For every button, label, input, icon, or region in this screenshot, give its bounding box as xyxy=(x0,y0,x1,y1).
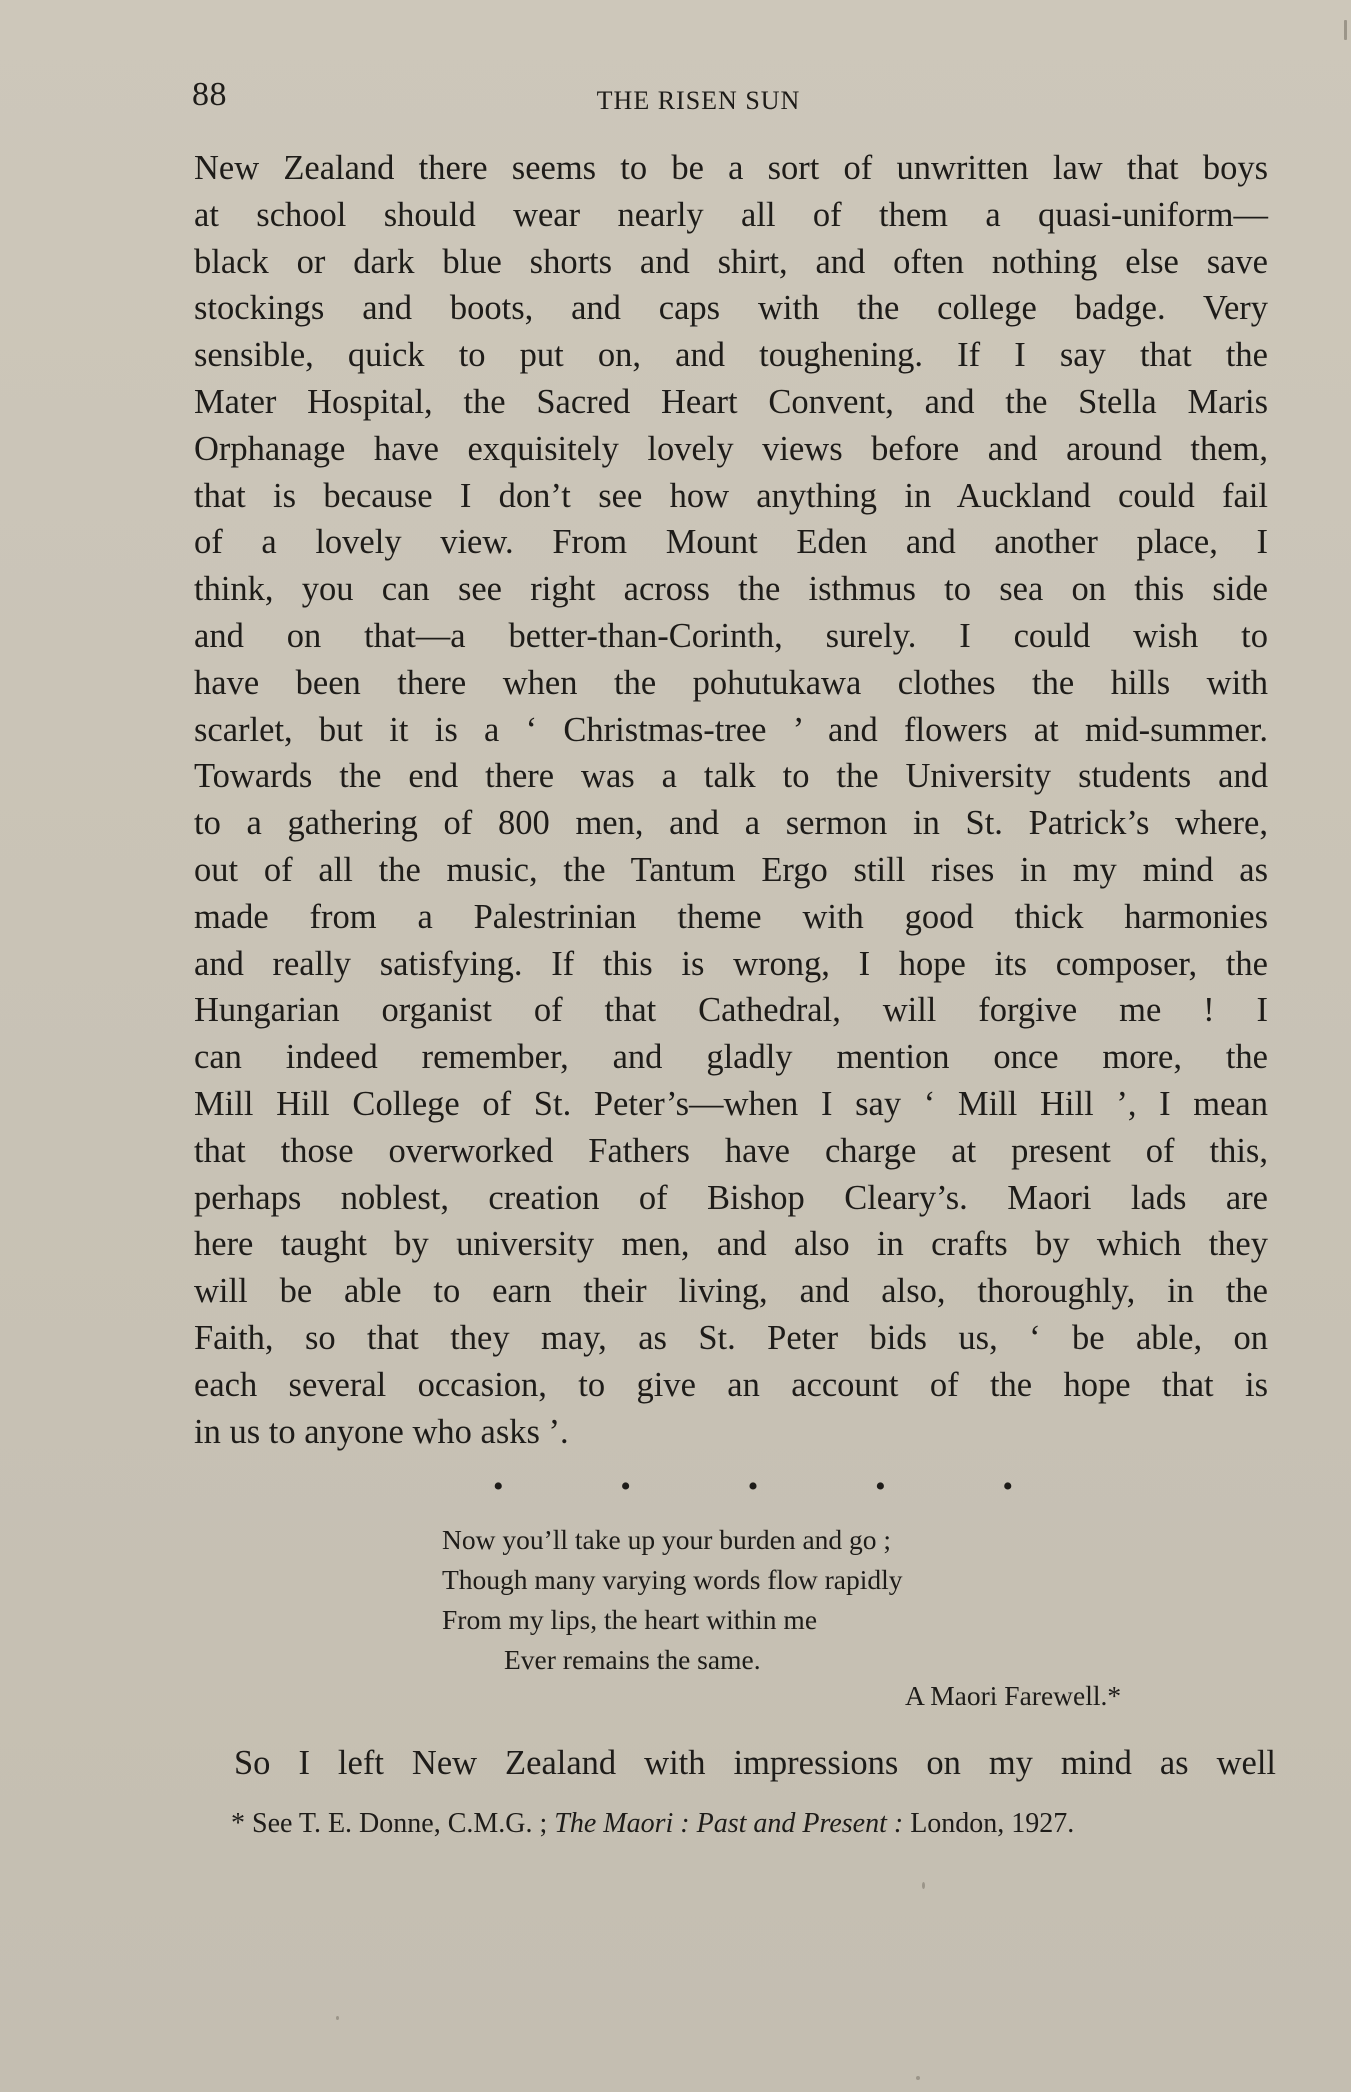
body-line: of a lovely view. From Mount Eden and another place, I xyxy=(194,523,1268,562)
footnote xyxy=(231,1808,1074,1840)
body-line: sensible, quick to put on, and toughening. If I say that the xyxy=(194,336,1268,375)
body-line: that is because I don’t see how anything in Auckland could fail xyxy=(194,476,1268,515)
verse-line: From my lips, the heart within me xyxy=(442,1604,818,1635)
page-number: 88 xyxy=(192,76,227,113)
body-line: Faith, so that they may, as St. Peter bids us, ‘ be able, on xyxy=(194,1318,1268,1357)
body-line: can indeed remember, and gladly mention once more, the xyxy=(194,1038,1268,1077)
separator-dot: • xyxy=(493,1470,504,1503)
body-line: each several occasion, to give an account of the hope that is xyxy=(194,1365,1268,1404)
footnote-prefix: * See T. E. Donne, C.M.G. ; xyxy=(231,1808,555,1839)
body-line: will be able to earn their living, and also, thoroughly, in the xyxy=(194,1272,1268,1311)
body-line: that those overworked Fathers have charge at present of this, xyxy=(194,1131,1268,1170)
body-line: scarlet, but it is a ‘ Christmas-tree ’ and flowers at mid-summer. xyxy=(194,710,1268,749)
section-break-dots xyxy=(493,1470,1013,1504)
body-line: black or dark blue shorts and shirt, and often nothing else save xyxy=(194,242,1268,281)
body-line: in us to anyone who asks ’. xyxy=(194,1412,569,1451)
paper-speck xyxy=(336,2016,339,2020)
body-paragraph xyxy=(194,145,1268,1455)
body-line: here taught by university men, and also in crafts by which they xyxy=(194,1225,1268,1264)
body-line: and really satisfying. If this is wrong, I hope its composer, the xyxy=(194,944,1268,983)
body-line: perhaps noblest, creation of Bishop Cleary’s. Maori lads are xyxy=(194,1178,1268,1217)
body-line: out of all the music, the Tantum Ergo still rises in my mind as xyxy=(194,850,1268,889)
body-line: New Zealand there seems to be a sort of unwritten law that boys xyxy=(194,149,1268,187)
body-line: at school should wear nearly all of them a quasi-uniform— xyxy=(194,195,1268,234)
separator-dot: • xyxy=(1002,1470,1013,1503)
body-line: to a gathering of 800 men, and a sermon in St. Patrick’s where, xyxy=(194,804,1268,843)
body-line: Mater Hospital, the Sacred Heart Convent, and the Stella Maris xyxy=(194,382,1268,421)
verse-line: Ever remains the same. xyxy=(504,1644,761,1675)
verse-quotation xyxy=(442,1520,903,1680)
separator-dot: • xyxy=(620,1470,631,1503)
body-line: Orphanage have exquisitely lovely views before and around them, xyxy=(194,429,1268,468)
body-line: think, you can see right across the isthmus to sea on this side xyxy=(194,570,1268,609)
body-line: made from a Palestrinian theme with good thick harmonies xyxy=(194,897,1268,936)
footnote-title: The Maori : Past and Present : xyxy=(554,1808,904,1839)
separator-dot: • xyxy=(747,1470,759,1503)
paper-speck xyxy=(1344,20,1347,40)
body-line: have been there when the pohutukawa clothes the hills with xyxy=(194,663,1268,702)
body-line: Hungarian organist of that Cathedral, will forgive me ! I xyxy=(194,991,1268,1030)
verse-line: Though many varying words flow rapidly xyxy=(442,1564,903,1595)
closing-line: So I left New Zealand with impressions on my mind as well xyxy=(234,1744,1276,1782)
running-head: THE RISEN SUN xyxy=(596,86,801,115)
paper-speck xyxy=(922,1882,925,1889)
body-line: and on that—a better-than-Corinth, surely. I could wish to xyxy=(194,616,1268,655)
footnote-suffix: London, 1927. xyxy=(903,1808,1075,1839)
body-line: Towards the end there was a talk to the University students and xyxy=(194,757,1268,796)
paper-speck xyxy=(916,2076,920,2080)
separator-dot: • xyxy=(875,1470,886,1503)
verse-line: Now you’ll take up your burden and go ; xyxy=(442,1524,892,1555)
body-line: stockings and boots, and caps with the college badge. Very xyxy=(194,289,1268,328)
verse-attribution: A Maori Farewell.* xyxy=(905,1680,1122,1711)
body-line: Mill Hill College of St. Peter’s—when I say ‘ Mill Hill ’, I mean xyxy=(194,1084,1268,1123)
